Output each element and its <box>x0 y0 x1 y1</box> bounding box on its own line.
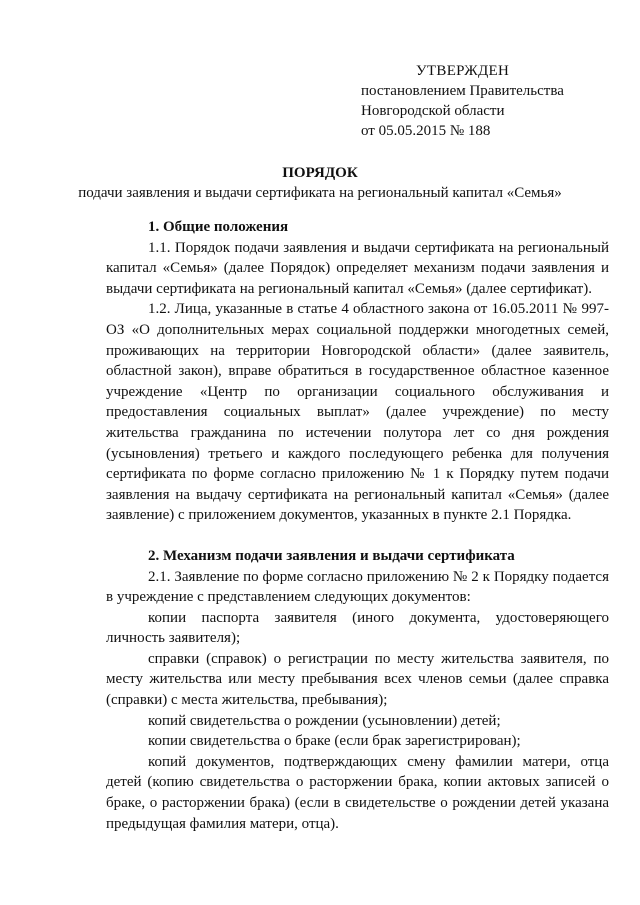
approval-line-1: постановлением Правительства <box>361 83 564 99</box>
approval-heading: УТВЕРЖДЕН <box>416 63 510 79</box>
approval-line-3: от 05.05.2015 № 188 <box>361 123 491 139</box>
document-title: ПОРЯДОК <box>282 165 358 181</box>
approval-block <box>361 61 621 141</box>
list-item-name-change-documents: копий документов, подтверждающих смену фамилии матери, отца детей (копию свидетельства о расторжении брака, копии актовых записей о браке, о расторжении брака) (если в свидетельстве о рождении детей указана предыдущая фамилия матери, отца). <box>106 753 609 832</box>
paragraph-1-2: 1.2. Лица, указанные в статье 4 областного закона от 16.05.2011 № 997-ОЗ «О дополнительных мерах социальной поддержки многодетных семей, проживающих на территории Новгородской области» (далее заявитель, областной закон), вправе обратиться в государственное областное казенное учреждение «Центр по организации социального обслуживания и предоставления социальных выплат» (далее учреждение) по месту жительства гражданина по истечении полутора лет со дня рождения (усыновления) третьего и каждого последующего ребенка для получения сертификата по форме согласно приложению № 1 к Порядку путем подачи заявления на выдачу сертификата на региональный капитал «Семья» (далее заявление) с приложением документов, указанных в пункте 2.1 Порядка. <box>106 301 609 524</box>
document-body <box>106 217 609 834</box>
list-item-residence: справки (справок) о регистрации по месту жительства заявителя, по месту жительства или месту пребывания всех членов семьи (далее справка (справки) с места жительства, пребывания); <box>106 650 609 709</box>
list-item-birth-certificates: копий свидетельства о рождении (усыновлении) детей; <box>148 712 501 729</box>
list-item-marriage-certificate: копии свидетельства о браке (если брак зарегистрирован); <box>148 733 521 750</box>
document-subtitle: подачи заявления и выдачи сертификата на региональный капитал «Семья» <box>78 185 562 201</box>
section-spacer <box>106 526 609 546</box>
paragraph-2-1: 2.1. Заявление по форме согласно приложению № 2 к Порядку подается в учреждение с представлением следующих документов: <box>106 568 609 606</box>
approval-line-2: Новгородской области <box>361 103 505 119</box>
section-2-heading: 2. Механизм подачи заявления и выдачи сертификата <box>148 547 515 564</box>
section-1-heading: 1. Общие положения <box>148 219 289 235</box>
paragraph-1-1: 1.1. Порядок подачи заявления и выдачи сертификата на региональный капитал «Семья» (далее Порядок) определяет механизм подачи заявления и выдачи сертификата на региональный капитал «Семья» (далее сертификат). <box>106 239 609 297</box>
list-item-passport: копии паспорта заявителя (иного документа, удостоверяющего личность заявителя); <box>106 609 609 647</box>
